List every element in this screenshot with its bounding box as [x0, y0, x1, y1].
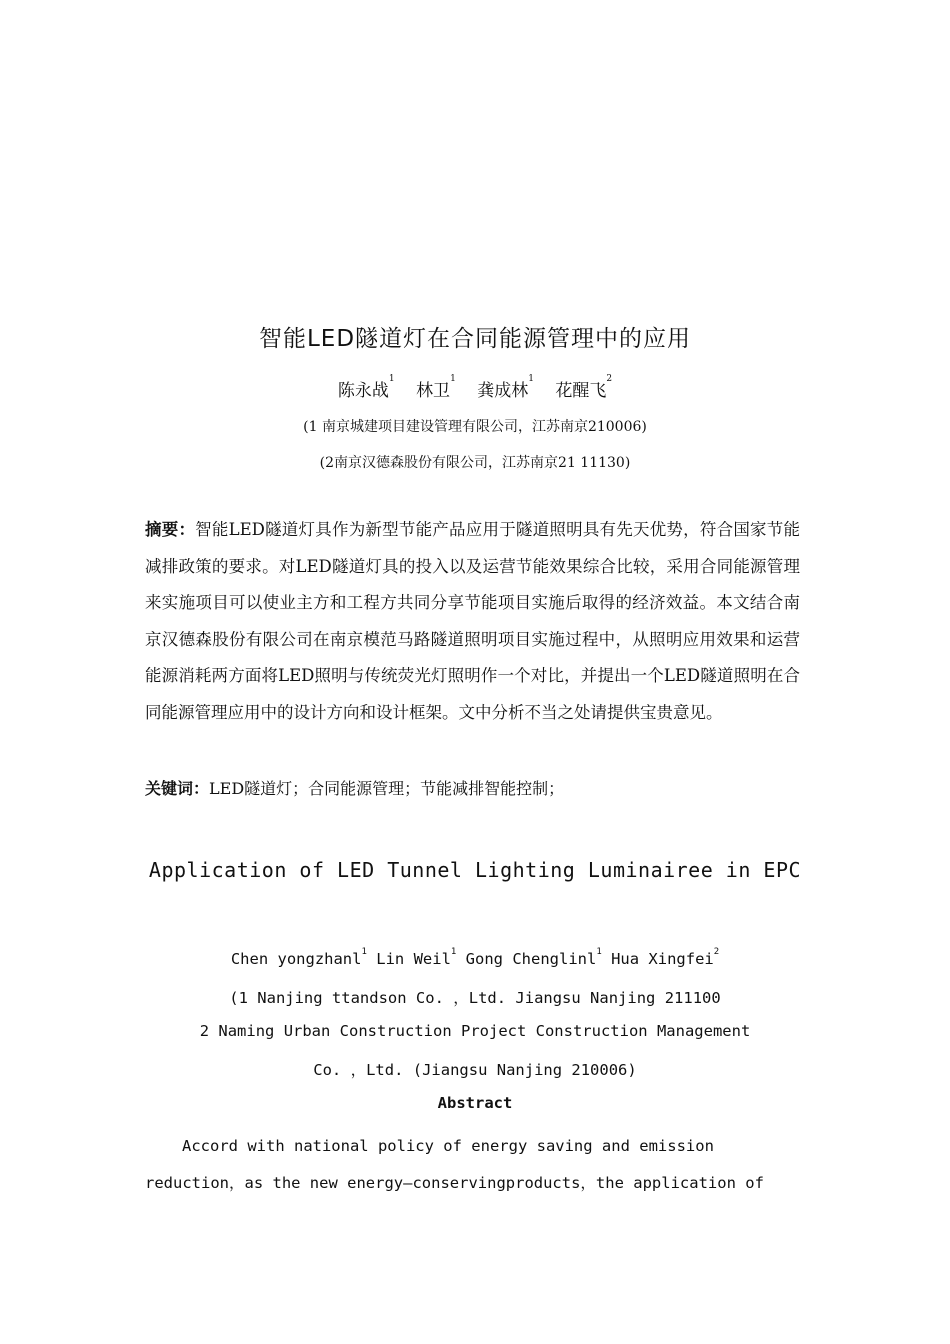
- author-cn: 林卫$^1$: [416, 374, 456, 401]
- paper-title-cn: 智能LED隧道灯在合同能源管理中的应用: [258, 326, 692, 352]
- author-en: Gong Chenglinl$^1$: [465, 947, 602, 968]
- author-cn: 龚成林$^1$: [477, 374, 534, 401]
- author-en: Lin Weil$^1$: [376, 947, 457, 968]
- author-en: Hua Xingfei$^2$: [611, 947, 720, 968]
- abstract-en-text: [145, 1128, 805, 1202]
- keywords-cn: [145, 774, 800, 804]
- keywords-label: 关键词：: [145, 779, 210, 798]
- abstract-cn-label: 摘要：: [145, 520, 196, 539]
- keywords-text: LED隧道灯；合同能源管理；节能减排智能控制；: [209, 779, 565, 798]
- abstract-en-line: Accord with national policy of energy saving and emission: [182, 1137, 714, 1155]
- author-cn: 花醒飞$^2$: [555, 374, 613, 401]
- affiliation-en-3: Co. ，Ltd. (Jiangsu Nanjing 210006): [313, 1061, 637, 1079]
- author-list-cn: [0, 376, 950, 401]
- affiliation-cn-2: (2南京汉德森股份有限公司，江苏南京21 11130): [319, 455, 631, 471]
- abstract-en-label: Abstract: [437, 1094, 513, 1112]
- abstract-en-line: reduction，as the new energy—conservingproducts，the application of: [145, 1174, 764, 1192]
- author-list-en: [0, 947, 950, 968]
- author-cn: 陈永战$^1$: [337, 374, 395, 401]
- paper-title-en: Application of LED Tunnel Lighting Luminairee in EPC: [148, 858, 802, 882]
- affiliation-en-1: (1 Nanjing ttandson Co. ，Ltd. Jiangsu Nanjing 211100: [229, 989, 721, 1007]
- affiliation-cn-1: (1 南京城建项目建设管理有限公司，江苏南京210006): [303, 419, 647, 435]
- author-en: Chen yongzhanl$^1$: [230, 947, 367, 968]
- abstract-cn: [145, 512, 800, 731]
- abstract-cn-text: 智能LED隧道灯具作为新型节能产品应用于隧道照明具有先天优势，符合国家节能减排政策的要求。对LED隧道灯具的投入以及运营节能效果综合比较，采用合同能源管理来实施项目可以使业主方和工程方共同分享节能项目实施后取得的经济效益。本文结合南京汉德森股份有限公司在南京模范马路隧道照明项目实施过程中，从照明应用效果和运营能源消耗两方面将LED照明与传统荧光灯照明作一个对比，并提出一个LED隧道照明在合同能源管理应用中的设计方向和设计框架。文中分析不当之处请提供宝贵意见。: [145, 520, 800, 722]
- affiliation-en-2: 2 Naming Urban Construction Project Construction Management: [199, 1022, 751, 1040]
